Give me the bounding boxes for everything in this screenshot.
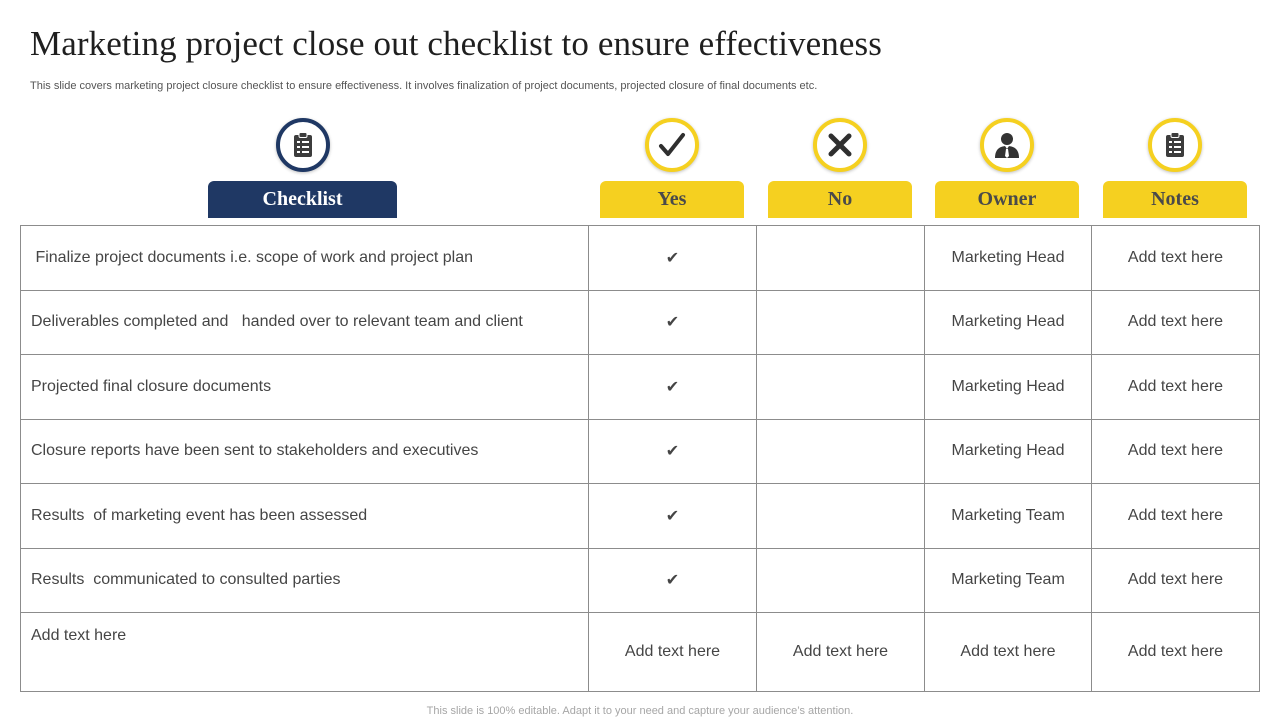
yes-check-cell: ✔ xyxy=(589,355,757,420)
notes-cell: Add text here xyxy=(1092,419,1260,484)
owner-cell: Marketing Head xyxy=(925,355,1092,420)
clipboard-icon xyxy=(1148,118,1202,172)
table-row xyxy=(21,355,1260,420)
no-cell xyxy=(757,548,925,613)
task-cell: Closure reports have been sent to stakeholders and executives xyxy=(21,419,589,484)
notes-cell: Add text here xyxy=(1092,484,1260,549)
table-row xyxy=(21,484,1260,549)
cross-icon xyxy=(813,118,867,172)
slide-title: Marketing project close out checklist to ensure effectiveness xyxy=(30,24,882,63)
task-cell: Add text here xyxy=(21,613,589,692)
notes-cell: Add text here xyxy=(1092,548,1260,613)
yes-check-cell: ✔ xyxy=(589,484,757,549)
header-notes-label: Notes xyxy=(1103,181,1247,218)
slide-subtitle: This slide covers marketing project closure checklist to ensure effectiveness. It involves finalization of project documents, projected closure of final documents etc. xyxy=(30,80,818,92)
header-yes-label: Yes xyxy=(600,181,744,218)
owner-cell: Marketing Head xyxy=(925,419,1092,484)
task-cell: Results communicated to consulted parties xyxy=(21,548,589,613)
person-icon xyxy=(980,118,1034,172)
owner-cell: Marketing Team xyxy=(925,548,1092,613)
table-row xyxy=(21,419,1260,484)
header-checklist-label: Checklist xyxy=(208,181,397,218)
clipboard-icon xyxy=(276,118,330,172)
table-row xyxy=(21,548,1260,613)
task-cell: Projected final closure documents xyxy=(21,355,589,420)
checklist-table xyxy=(20,225,1260,692)
header-checklist xyxy=(208,118,397,218)
yes-check-cell: ✔ xyxy=(589,290,757,355)
notes-cell: Add text here xyxy=(1092,290,1260,355)
checkmark-icon xyxy=(645,118,699,172)
no-cell xyxy=(757,226,925,291)
no-cell xyxy=(757,290,925,355)
task-cell: Finalize project documents i.e. scope of work and project plan xyxy=(21,226,589,291)
table-row xyxy=(21,613,1260,692)
header-owner xyxy=(935,118,1079,218)
no-cell: Add text here xyxy=(757,613,925,692)
task-cell: Deliverables completed and handed over to relevant team and client xyxy=(21,290,589,355)
yes-cell: Add text here xyxy=(589,613,757,692)
header-yes xyxy=(600,118,744,218)
yes-check-cell: ✔ xyxy=(589,419,757,484)
header-notes xyxy=(1103,118,1247,218)
yes-check-cell: ✔ xyxy=(589,226,757,291)
no-cell xyxy=(757,419,925,484)
no-cell xyxy=(757,484,925,549)
owner-cell: Add text here xyxy=(925,613,1092,692)
yes-check-cell: ✔ xyxy=(589,548,757,613)
notes-cell: Add text here xyxy=(1092,226,1260,291)
owner-cell: Marketing Team xyxy=(925,484,1092,549)
owner-cell: Marketing Head xyxy=(925,226,1092,291)
footer-note: This slide is 100% editable. Adapt it to your need and capture your audience’s attention. xyxy=(426,705,854,717)
header-no-label: No xyxy=(768,181,912,218)
header-no xyxy=(768,118,912,218)
header-owner-label: Owner xyxy=(935,181,1079,218)
table-row xyxy=(21,226,1260,291)
notes-cell: Add text here xyxy=(1092,355,1260,420)
table-row xyxy=(21,290,1260,355)
notes-cell: Add text here xyxy=(1092,613,1260,692)
no-cell xyxy=(757,355,925,420)
owner-cell: Marketing Head xyxy=(925,290,1092,355)
task-cell: Results of marketing event has been assessed xyxy=(21,484,589,549)
